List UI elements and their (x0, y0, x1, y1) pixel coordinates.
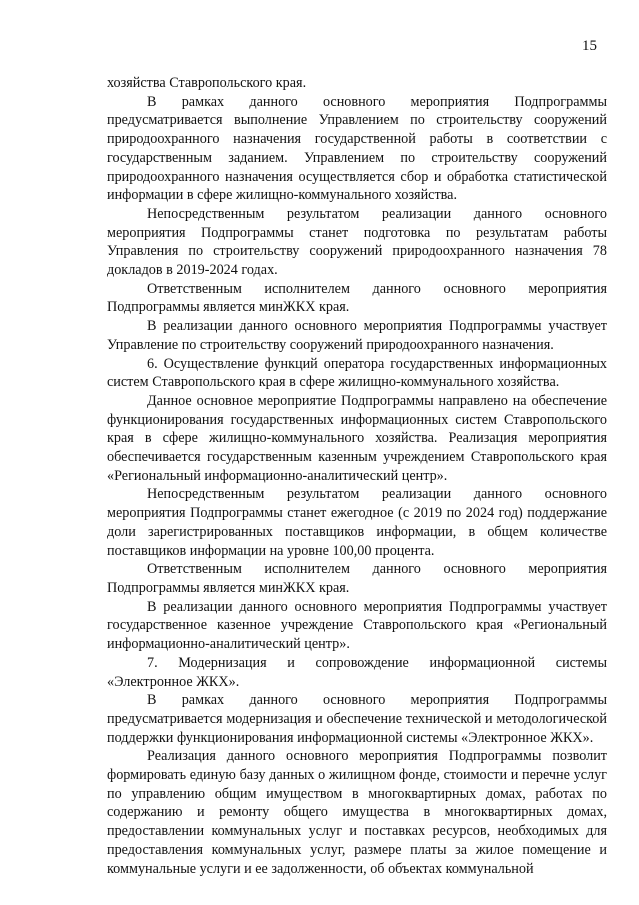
paragraph: В реализации данного основного мероприятия Подпрограммы участвует государственное казенное учреждение Ставропольского края «Региональный информационно-аналитический центр». (107, 598, 607, 653)
paragraph: В рамках данного основного мероприятия Подпрограммы предусматривается выполнение Управлением по строительству сооружений природоохранного назначения государственной работы в соответствии с государственным заданием. Управлением по строительству сооружений природоохранного назначения осуществляется сбор и обработка статистической информации в сфере жилищно-коммунального хозяйства. (107, 93, 607, 204)
paragraph: Непосредственным результатом реализации данного основного мероприятия Подпрограммы станет подготовка по результатам работы Управления по строительству сооружений природоохранного назначения 78 докладов в 2019-2024 годах. (107, 205, 607, 279)
paragraph: В реализации данного основного мероприятия Подпрограммы участвует Управление по строительству сооружений природоохранного назначения. (107, 318, 607, 353)
body-text (107, 74, 607, 878)
paragraph: Ответственным исполнителем данного основного мероприятия Подпрограммы является минЖКХ края. (107, 280, 607, 316)
section-heading-6: 6. Осуществление функций оператора государственных информационных систем Ставропольского края в сфере жилищно-коммунального хозяйства. (107, 355, 607, 391)
page-number: 15 (582, 38, 597, 54)
paragraph: Реализация данного основного мероприятия Подпрограммы позволит формировать единую базу данных о жилищном фонде, стоимости и перечне услуг по управлению общим имуществом в многоквартирных домах, работах по содержанию и ремонту общего имущества в многоквартирных домах, предоставлении коммунальных услуг и поставках ресурсов, необходимых для предоставления коммунальных услуг, размере платы за жилое помещение и коммунальные услуги и ее задолженности, об объектах коммунальной (107, 748, 607, 877)
paragraph: Данное основное мероприятие Подпрограммы направлено на обеспечение функционирования государственных информационных систем Ставропольского края в сфере жилищно-коммунального хозяйства. Реализация мероприятия обеспечивается государственным казенным учреждением Ставропольского края «Региональный информационно-аналитический центр». (107, 392, 607, 484)
paragraph: Ответственным исполнителем данного основного мероприятия Подпрограммы является минЖКХ края. (107, 561, 607, 596)
paragraph-continuation: хозяйства Ставропольского края. (107, 75, 307, 91)
paragraph: В рамках данного основного мероприятия Подпрограммы предусматривается модернизация и обеспечение технической и методологической поддержки функционирования информационной системы «Электронное ЖКХ». (107, 692, 607, 746)
paragraph: Непосредственным результатом реализации данного основного мероприятия Подпрограммы станет ежегодное (с 2019 по 2024 год) поддержание доли зарегистрированных поставщиков информации, в общем количестве поставщиков информации на уровне 100,00 процента. (107, 486, 607, 559)
section-heading-7: 7. Модернизация и сопровождение информационной системы «Электронное ЖКХ». (107, 654, 607, 690)
